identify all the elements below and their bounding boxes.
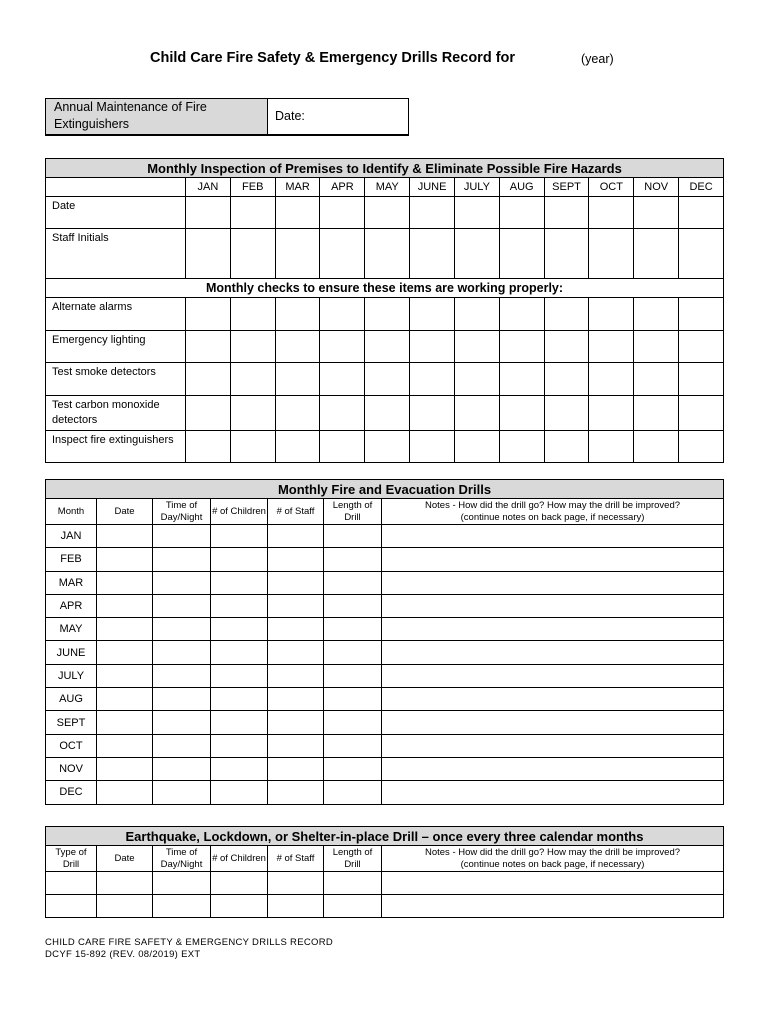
drill-cell[interactable] [324, 571, 382, 594]
quake-cell[interactable] [268, 895, 324, 918]
drill-month: JUNE [46, 641, 97, 664]
drill-month: JAN [46, 525, 97, 548]
annual-date-label: Date: [275, 109, 305, 124]
monthly-inspection-table [45, 158, 724, 463]
check-cell[interactable] [634, 298, 679, 331]
drill-cell[interactable] [97, 525, 153, 548]
check-cell[interactable] [499, 298, 544, 331]
quake-cell[interactable] [382, 895, 724, 918]
drill-cell[interactable] [211, 711, 268, 734]
drill-cell[interactable] [268, 711, 324, 734]
drill-cell[interactable] [324, 548, 382, 571]
drill-month: NOV [46, 757, 97, 780]
check-row [46, 330, 724, 363]
drill-cell[interactable] [324, 711, 382, 734]
drills-column-header [46, 499, 724, 525]
check-cell[interactable] [410, 298, 455, 331]
quake-cell[interactable] [97, 872, 153, 895]
year-label: (year) [581, 52, 614, 66]
inspection-month-header [46, 178, 724, 197]
quake-column-header [46, 846, 724, 872]
drill-cell[interactable] [268, 664, 324, 687]
drill-cell[interactable] [211, 641, 268, 664]
month-header: JAN [186, 178, 231, 197]
check-cell[interactable] [679, 330, 724, 363]
month-header: JUNE [410, 178, 455, 197]
drill-cell[interactable] [382, 757, 724, 780]
drill-cell[interactable] [97, 618, 153, 641]
drill-cell[interactable] [97, 781, 153, 804]
column-header: Type of Drill [46, 846, 97, 872]
check-cell[interactable] [365, 430, 410, 463]
check-cell[interactable] [365, 363, 410, 396]
check-cell[interactable] [230, 330, 275, 363]
check-row [46, 363, 724, 396]
check-cell[interactable] [679, 430, 724, 463]
check-cell[interactable] [589, 430, 634, 463]
drill-cell[interactable] [97, 664, 153, 687]
inspection-cell[interactable] [634, 197, 679, 229]
page-title: Child Care Fire Safety & Emergency Drills Record for [150, 50, 516, 66]
month-header: FEB [230, 178, 275, 197]
check-cell[interactable] [320, 395, 365, 430]
drill-cell[interactable] [153, 688, 211, 711]
check-cell[interactable] [365, 395, 410, 430]
drill-cell[interactable] [268, 641, 324, 664]
drill-cell[interactable] [97, 594, 153, 617]
inspection-cell[interactable] [365, 197, 410, 229]
drill-cell[interactable] [268, 594, 324, 617]
annual-date-field[interactable] [268, 99, 409, 135]
inspection-row [46, 229, 724, 279]
quake-row [46, 895, 724, 918]
column-header: Time of Day/Night [153, 499, 211, 525]
check-cell[interactable] [634, 363, 679, 396]
drill-cell[interactable] [324, 781, 382, 804]
inspection-cell[interactable] [186, 197, 231, 229]
check-row-label: Test smoke detectors [46, 363, 186, 396]
drill-cell[interactable] [268, 618, 324, 641]
check-cell[interactable] [186, 330, 231, 363]
inspection-cell[interactable] [410, 197, 455, 229]
drill-month: APR [46, 594, 97, 617]
drill-cell[interactable] [97, 734, 153, 757]
drill-cell[interactable] [324, 757, 382, 780]
check-row [46, 430, 724, 463]
inspection-cell[interactable] [679, 229, 724, 279]
quake-cell[interactable] [268, 872, 324, 895]
check-cell[interactable] [186, 363, 231, 396]
column-header: Date [97, 846, 153, 872]
drill-cell[interactable] [382, 641, 724, 664]
check-cell[interactable] [275, 395, 320, 430]
check-cell[interactable] [186, 395, 231, 430]
check-cell[interactable] [275, 298, 320, 331]
check-cell[interactable] [589, 298, 634, 331]
drills-title-row [46, 480, 724, 499]
check-cell[interactable] [499, 330, 544, 363]
check-cell[interactable] [320, 298, 365, 331]
inspection-cell[interactable] [454, 197, 499, 229]
inspection-cell[interactable] [499, 229, 544, 279]
drill-row [46, 571, 724, 594]
drill-cell[interactable] [211, 664, 268, 687]
inspection-cell[interactable] [679, 197, 724, 229]
fire-drills-table [45, 479, 724, 805]
check-row [46, 298, 724, 331]
column-header: # of Staff [268, 499, 324, 525]
drill-row [46, 711, 724, 734]
month-header: AUG [499, 178, 544, 197]
drill-cell[interactable] [97, 641, 153, 664]
drill-row [46, 664, 724, 687]
check-cell[interactable] [634, 330, 679, 363]
notes-header [382, 499, 724, 525]
drill-month: MAY [46, 618, 97, 641]
column-header: # of Children [211, 499, 268, 525]
drill-cell[interactable] [268, 757, 324, 780]
check-cell[interactable] [634, 395, 679, 430]
drill-cell[interactable] [211, 757, 268, 780]
drill-month: FEB [46, 548, 97, 571]
check-cell[interactable] [320, 430, 365, 463]
notes-header-line2: (continue notes on back page, if necessary) [460, 858, 645, 870]
check-cell[interactable] [365, 298, 410, 331]
check-row-label: Emergency lighting [46, 330, 186, 363]
check-cell[interactable] [230, 395, 275, 430]
check-cell[interactable] [544, 363, 589, 396]
checks-title: Monthly checks to ensure these items are working properly: [46, 279, 724, 298]
drill-cell[interactable] [211, 594, 268, 617]
drill-cell[interactable] [382, 664, 724, 687]
inspection-cell[interactable] [499, 197, 544, 229]
quake-cell[interactable] [97, 895, 153, 918]
drill-month: JULY [46, 664, 97, 687]
check-cell[interactable] [275, 363, 320, 396]
inspection-cell[interactable] [454, 229, 499, 279]
drill-cell[interactable] [211, 781, 268, 804]
inspection-cell[interactable] [589, 197, 634, 229]
drill-cell[interactable] [382, 734, 724, 757]
drill-cell[interactable] [382, 525, 724, 548]
drill-cell[interactable] [324, 618, 382, 641]
quake-cell[interactable] [382, 872, 724, 895]
drill-cell[interactable] [382, 781, 724, 804]
drill-cell[interactable] [153, 734, 211, 757]
header-corner [46, 178, 186, 197]
quake-title-row [46, 827, 724, 846]
drill-cell[interactable] [382, 688, 724, 711]
inspection-cell[interactable] [230, 197, 275, 229]
drill-month: AUG [46, 688, 97, 711]
check-cell[interactable] [454, 330, 499, 363]
drill-cell[interactable] [211, 618, 268, 641]
quake-cell[interactable] [211, 895, 268, 918]
inspection-title-row [46, 159, 724, 178]
drill-cell[interactable] [382, 711, 724, 734]
quake-cell[interactable] [211, 872, 268, 895]
check-cell[interactable] [589, 330, 634, 363]
check-cell[interactable] [589, 363, 634, 396]
drill-row [46, 594, 724, 617]
quake-title: Earthquake, Lockdown, or Shelter-in-place Drill – once every three calendar months [46, 827, 724, 846]
check-cell[interactable] [275, 330, 320, 363]
column-header: Month [46, 499, 97, 525]
drill-cell[interactable] [324, 525, 382, 548]
check-cell[interactable] [410, 395, 455, 430]
drill-cell[interactable] [211, 548, 268, 571]
drill-cell[interactable] [268, 525, 324, 548]
quake-cell[interactable] [153, 872, 211, 895]
check-cell[interactable] [499, 395, 544, 430]
column-header: # of Staff [268, 846, 324, 872]
notes-header-line1: Notes - How did the drill go? How may the drill be improved? [425, 499, 681, 511]
notes-header-line1: Notes - How did the drill go? How may the drill be improved? [424, 846, 681, 858]
inspection-cell[interactable] [230, 229, 275, 279]
drill-row [46, 688, 724, 711]
drill-cell[interactable] [97, 711, 153, 734]
quake-cell[interactable] [46, 895, 97, 918]
inspection-cell[interactable] [589, 229, 634, 279]
drill-cell[interactable] [268, 548, 324, 571]
footer-title: CHILD CARE FIRE SAFETY & EMERGENCY DRILLS RECORD [45, 937, 334, 948]
check-cell[interactable] [499, 363, 544, 396]
drill-cell[interactable] [268, 734, 324, 757]
drill-cell[interactable] [324, 734, 382, 757]
column-header: Length of Drill [324, 499, 382, 525]
drill-cell[interactable] [324, 664, 382, 687]
drill-month: MAR [46, 571, 97, 594]
inspection-cell[interactable] [634, 229, 679, 279]
check-cell[interactable] [589, 395, 634, 430]
drill-cell[interactable] [153, 618, 211, 641]
check-cell[interactable] [186, 430, 231, 463]
check-cell[interactable] [454, 395, 499, 430]
month-header: DEC [679, 178, 724, 197]
inspection-cell[interactable] [410, 229, 455, 279]
check-cell[interactable] [320, 330, 365, 363]
check-cell[interactable] [230, 430, 275, 463]
column-header: Time of Day/Night [153, 846, 211, 872]
check-cell[interactable] [544, 298, 589, 331]
drill-cell[interactable] [153, 641, 211, 664]
check-cell[interactable] [544, 330, 589, 363]
check-row-label: Alternate alarms [46, 298, 186, 331]
inspection-cell[interactable] [544, 229, 589, 279]
quake-row [46, 872, 724, 895]
drill-cell[interactable] [97, 548, 153, 571]
quake-cell[interactable] [153, 895, 211, 918]
form-footer [45, 937, 333, 961]
check-row-label: Test carbon monoxide detectors [46, 395, 186, 430]
drill-month: OCT [46, 734, 97, 757]
check-cell[interactable] [679, 363, 724, 396]
check-cell[interactable] [544, 430, 589, 463]
drill-cell[interactable] [153, 757, 211, 780]
check-cell[interactable] [454, 298, 499, 331]
check-cell[interactable] [454, 363, 499, 396]
drill-cell[interactable] [153, 781, 211, 804]
drill-cell[interactable] [97, 757, 153, 780]
inspection-cell[interactable] [365, 229, 410, 279]
month-header: APR [320, 178, 365, 197]
drill-cell[interactable] [153, 525, 211, 548]
month-header: OCT [589, 178, 634, 197]
drill-cell[interactable] [382, 548, 724, 571]
drill-cell[interactable] [97, 571, 153, 594]
check-cell[interactable] [410, 430, 455, 463]
quake-cell[interactable] [324, 895, 382, 918]
drill-cell[interactable] [324, 594, 382, 617]
drill-row [46, 781, 724, 804]
check-cell[interactable] [230, 363, 275, 396]
drill-row [46, 525, 724, 548]
drill-cell[interactable] [324, 688, 382, 711]
drill-cell[interactable] [324, 641, 382, 664]
drill-cell[interactable] [382, 618, 724, 641]
check-row [46, 395, 724, 430]
drill-cell[interactable] [211, 525, 268, 548]
drill-cell[interactable] [211, 688, 268, 711]
drill-row [46, 641, 724, 664]
drills-title: Monthly Fire and Evacuation Drills [46, 480, 724, 499]
month-header: MAR [275, 178, 320, 197]
inspection-cell[interactable] [186, 229, 231, 279]
drill-month: DEC [46, 781, 97, 804]
check-cell[interactable] [320, 363, 365, 396]
check-cell[interactable] [410, 363, 455, 396]
check-cell[interactable] [454, 430, 499, 463]
check-cell[interactable] [365, 330, 410, 363]
inspection-cell[interactable] [320, 197, 365, 229]
drill-cell[interactable] [153, 594, 211, 617]
inspection-cell[interactable] [275, 229, 320, 279]
drill-cell[interactable] [268, 571, 324, 594]
column-header: Date [97, 499, 153, 525]
month-header: MAY [365, 178, 410, 197]
annual-maintenance-table [45, 98, 409, 136]
drill-month: SEPT [46, 711, 97, 734]
quake-cell[interactable] [324, 872, 382, 895]
inspection-row [46, 197, 724, 229]
check-cell[interactable] [499, 430, 544, 463]
checks-title-row [46, 279, 724, 298]
check-cell[interactable] [679, 395, 724, 430]
drill-cell[interactable] [268, 688, 324, 711]
drill-cell[interactable] [268, 781, 324, 804]
check-cell[interactable] [186, 298, 231, 331]
check-cell[interactable] [275, 430, 320, 463]
drill-cell[interactable] [153, 664, 211, 687]
drill-cell[interactable] [382, 571, 724, 594]
drill-row [46, 618, 724, 641]
inspection-cell[interactable] [275, 197, 320, 229]
notes-header-line2: (continue notes on back page, if necessary) [460, 511, 645, 523]
check-cell[interactable] [544, 395, 589, 430]
column-header: # of Children [211, 846, 268, 872]
notes-header [382, 846, 724, 872]
drill-cell[interactable] [382, 594, 724, 617]
drill-cell[interactable] [153, 711, 211, 734]
drill-row [46, 734, 724, 757]
inspection-title: Monthly Inspection of Premises to Identify & Eliminate Possible Fire Hazards [46, 159, 724, 178]
drill-cell[interactable] [153, 571, 211, 594]
check-cell[interactable] [679, 298, 724, 331]
drill-cell[interactable] [97, 688, 153, 711]
quake-drill-table [45, 826, 724, 918]
check-cell[interactable] [410, 330, 455, 363]
month-header: SEPT [544, 178, 589, 197]
drill-cell[interactable] [153, 548, 211, 571]
drill-cell[interactable] [211, 734, 268, 757]
annual-maintenance-label: Annual Maintenance of Fire Extinguishers [46, 99, 268, 135]
drill-row [46, 548, 724, 571]
inspection-cell[interactable] [320, 229, 365, 279]
check-row-label: Inspect fire extinguishers [46, 430, 186, 463]
inspection-row-label: Date [46, 197, 186, 229]
column-header: Length of Drill [324, 846, 382, 872]
inspection-row-label: Staff Initials [46, 229, 186, 279]
inspection-cell[interactable] [544, 197, 589, 229]
month-header: NOV [634, 178, 679, 197]
drill-row [46, 757, 724, 780]
check-cell[interactable] [230, 298, 275, 331]
month-header: JULY [454, 178, 499, 197]
footer-form-number: DCYF 15-892 (REV. 08/2019) EXT [45, 949, 201, 960]
drill-cell[interactable] [211, 571, 268, 594]
quake-cell[interactable] [46, 872, 97, 895]
check-cell[interactable] [634, 430, 679, 463]
